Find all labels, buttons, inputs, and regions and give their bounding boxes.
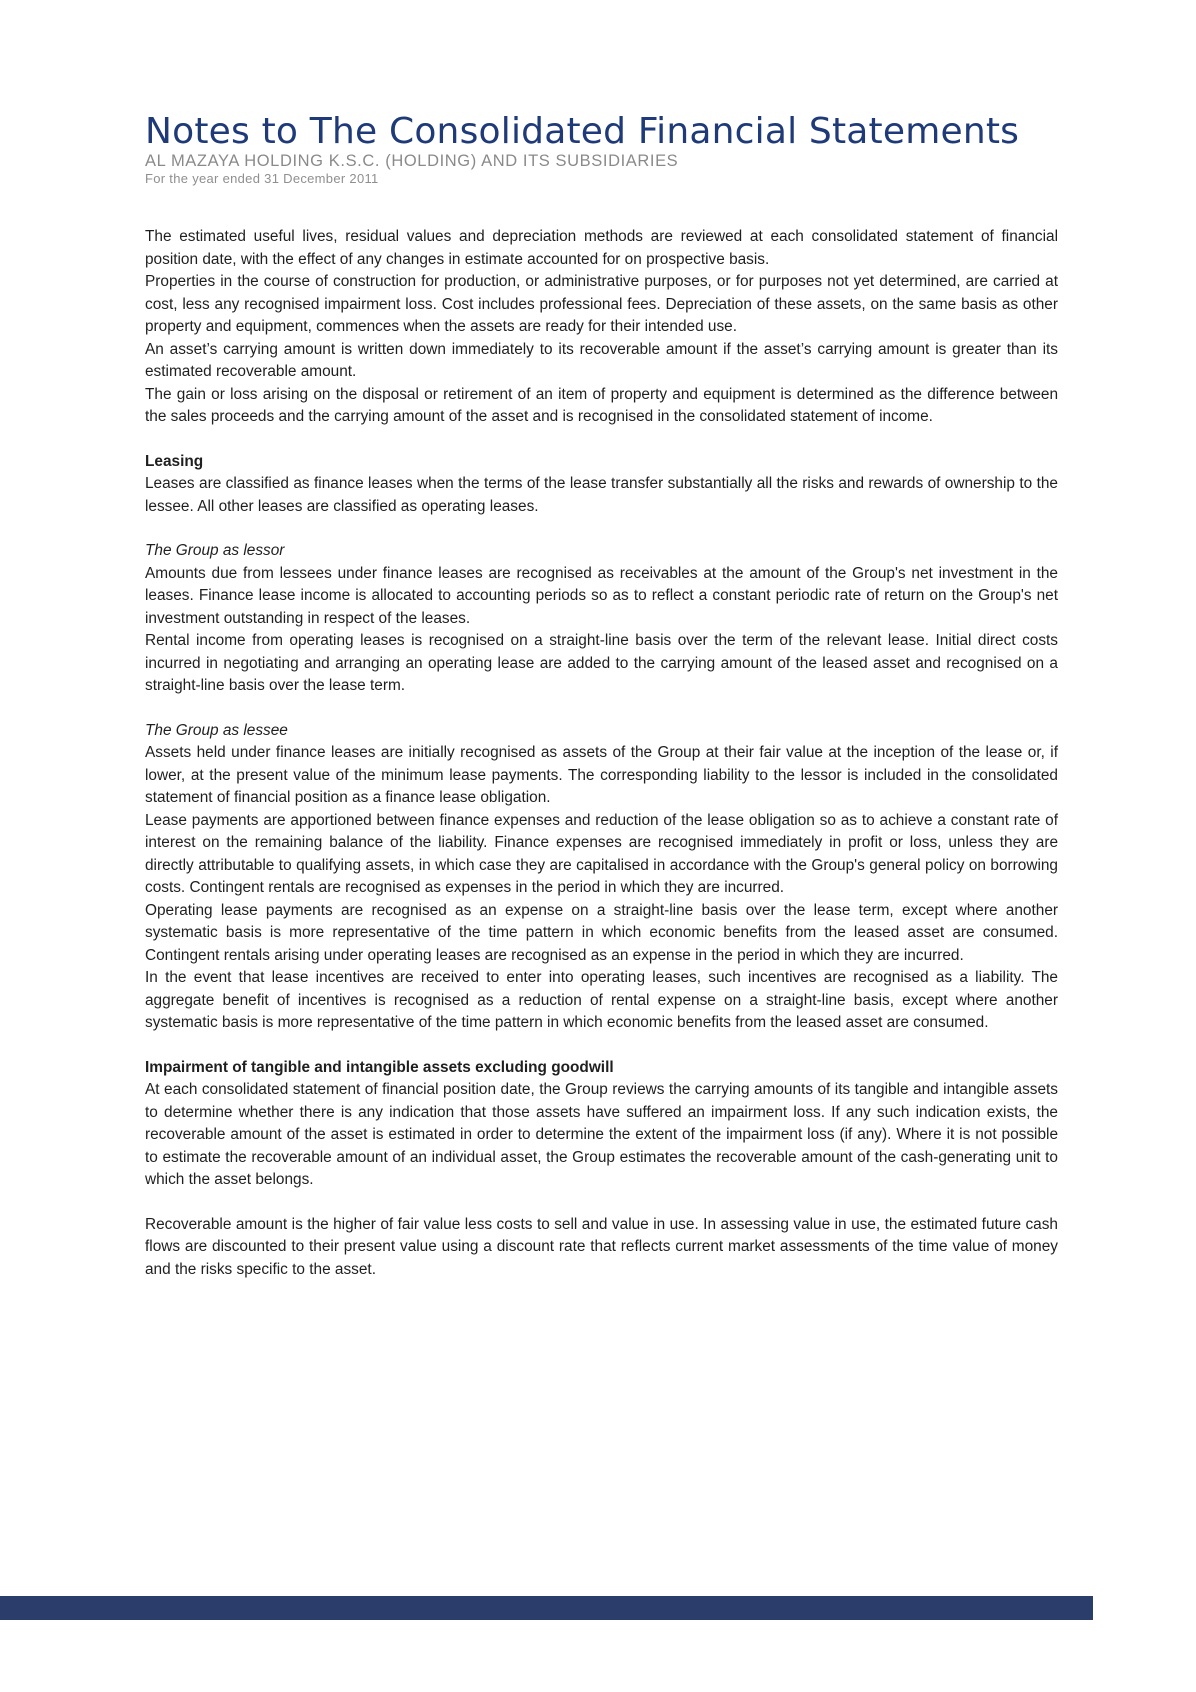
section-gap: [145, 1035, 1058, 1057]
page-header: [145, 112, 1065, 186]
lessee-paragraph: Operating lease payments are recognised as an expense on a straight-line basis over the lease term, except where another systematic basis is more representative of the time pattern in which economic benefits from the leased asset are consumed. Contingent rentals arising under operating leases are recognised as an expense in the period in which they are incurred.: [145, 901, 1058, 964]
notes-body: [145, 226, 1058, 1281]
lessee-paragraph: Lease payments are apportioned between finance expenses and reduction of the lease obligation so as to achieve a constant rate of interest on the remaining balance of the liability. Finance expenses are recognised immediately in profit or loss, unless they are directly attributable to qualifying assets, in which case they are capitalised in accordance with the Group's general policy on borrowing costs. Contingent rentals are recognised as expenses in the period in which they are incurred.: [145, 811, 1058, 896]
section-heading-leasing: Leasing: [145, 452, 204, 470]
reporting-period: For the year ended 31 December 2011: [145, 171, 379, 186]
section-gap: [145, 429, 1058, 451]
impairment-paragraph: Recoverable amount is the higher of fair value less costs to sell and value in use. In assessing value in use, the estimated future cash flows are discounted to their present value using a discount rate that reflects current market assessments of the time value of money and the risks specific to the asset.: [145, 1215, 1058, 1278]
lessor-paragraph: Amounts due from lessees under finance leases are recognised as receivables at the amount of the Group's net investment in the leases. Finance lease income is allocated to accounting periods so as to reflect a constant periodic rate of return on the Group's net investment outstanding in respect of the leases.: [145, 564, 1058, 627]
subheading-lessee: The Group as lessee: [145, 721, 288, 739]
section-gap: [145, 698, 1058, 720]
lessor-paragraph: Rental income from operating leases is recognised on a straight-line basis over the term of the relevant lease. Initial direct costs incurred in negotiating and arranging an operating lease are added to the carrying amount of the leased asset and recognised on a straight-line basis over the lease term.: [145, 632, 1058, 694]
leasing-paragraph: Leases are classified as finance leases when the terms of the lease transfer substantially all the risks and rewards of ownership to the lessee. All other leases are classified as operating leases.: [145, 475, 1058, 515]
company-name: AL MAZAYA HOLDING K.S.C. (HOLDING) AND ITS SUBSIDIARIES: [145, 152, 679, 170]
subheading-lessor: The Group as lessor: [145, 542, 285, 559]
section-gap: [145, 518, 1058, 540]
intro-paragraph: The estimated useful lives, residual values and depreciation methods are reviewed at each consolidated statement of financial position date, with the effect of any changes in estimate accounted for on prospective basis.: [145, 228, 1058, 268]
footer-bar: [0, 1596, 1093, 1620]
lessee-paragraph: Assets held under finance leases are initially recognised as assets of the Group at their fair value at the inception of the lease or, if lower, at the present value of the minimum lease payments. The corresponding liability to the lessor is included in the consolidated statement of financial position as a finance lease obligation.: [145, 744, 1058, 806]
section-heading-impairment: Impairment of tangible and intangible assets excluding goodwill: [145, 1058, 614, 1076]
section-gap: [145, 1192, 1058, 1214]
intro-paragraph: The gain or loss arising on the disposal or retirement of an item of property and equipment is determined as the difference between the sales proceeds and the carrying amount of the asset and is recognised in the consolidated statement of income.: [145, 385, 1058, 425]
intro-paragraph: An asset’s carrying amount is written down immediately to its recoverable amount if the asset’s carrying amount is greater than its estimated recoverable amount.: [145, 340, 1058, 380]
intro-paragraph: Properties in the course of construction for production, or administrative purposes, or for purposes not yet determined, are carried at cost, less any recognised impairment loss. Cost includes professional fees. Depreciation of these assets, on the same basis as other property and equipment, commences when the assets are ready for their intended use.: [145, 273, 1058, 335]
page-title: Notes to The Consolidated Financial Statements: [145, 111, 1020, 152]
impairment-paragraph: At each consolidated statement of financial position date, the Group reviews the carrying amounts of its tangible and intangible assets to determine whether there is any indication that those assets have suffered an impairment loss. If any such indication exists, the recoverable amount of the asset is estimated in order to determine the extent of the impairment loss (if any). Where it is not possible to estimate the recoverable amount of an individual asset, the Group estimates the recoverable amount of the cash-generating unit to which the asset belongs.: [145, 1081, 1058, 1188]
lessee-paragraph: In the event that lease incentives are received to enter into operating leases, such incentives are recognised as a liability. The aggregate benefit of incentives is recognised as a reduction of rental expense on a straight-line basis, except where another systematic basis is more representative of the time pattern in which economic benefits from the leased asset are consumed.: [145, 969, 1058, 1031]
